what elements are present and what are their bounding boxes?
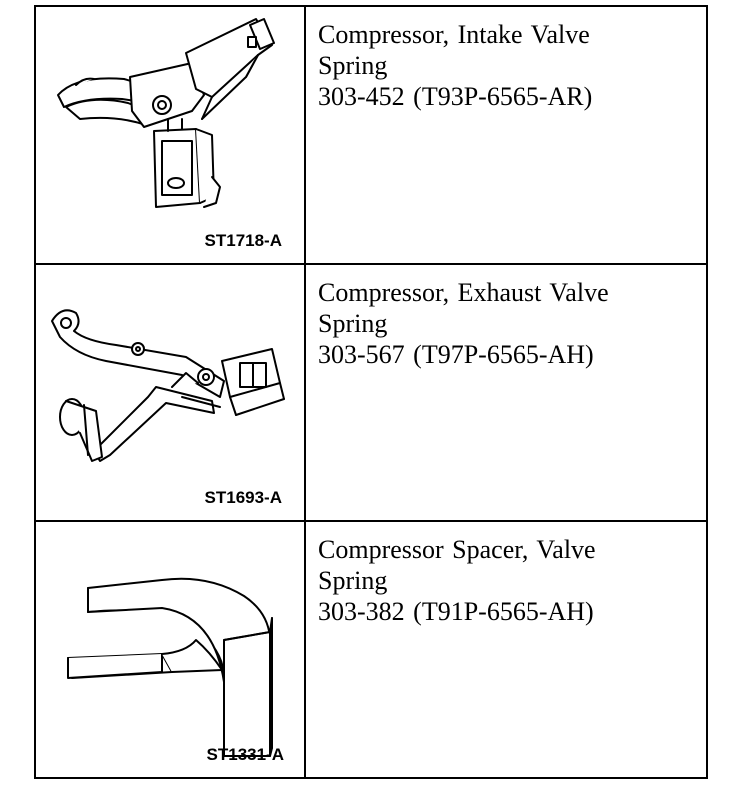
tool-illustration-cell [35,521,305,778]
tool-code: ST1693-A [204,488,282,507]
tool-part-number: 303-382 (T91P-6565-AH) [318,597,594,626]
tool-part-number: 303-567 (T97P-6565-AH) [318,340,594,369]
intake-valve-spring-compressor-icon [36,7,300,259]
tool-illustration-cell [35,264,305,521]
tool-row [35,6,707,264]
tool-illustration-cell [35,6,305,264]
tool-part-number: 303-452 (T93P-6565-AR) [318,82,593,111]
tool-name-continued: Spring [318,566,388,595]
tool-name-continued: Spring [318,51,388,80]
tool-row [35,264,707,521]
tool-row [35,521,707,778]
tool-name: Compressor, Exhaust Valve [318,278,609,307]
valve-spring-compressor-spacer-icon [36,522,300,773]
tool-code: ST1718-A [204,231,282,250]
tool-description-cell [305,6,707,264]
special-tools-table [34,5,708,779]
tool-name: Compressor Spacer, Valve [318,535,596,564]
tool-name-continued: Spring [318,309,388,338]
exhaust-valve-spring-compressor-icon [36,265,300,516]
tool-description-cell [305,264,707,521]
tool-name: Compressor, Intake Valve [318,20,590,49]
tool-description-cell [305,521,707,778]
tool-code: ST1331-A [206,745,284,764]
